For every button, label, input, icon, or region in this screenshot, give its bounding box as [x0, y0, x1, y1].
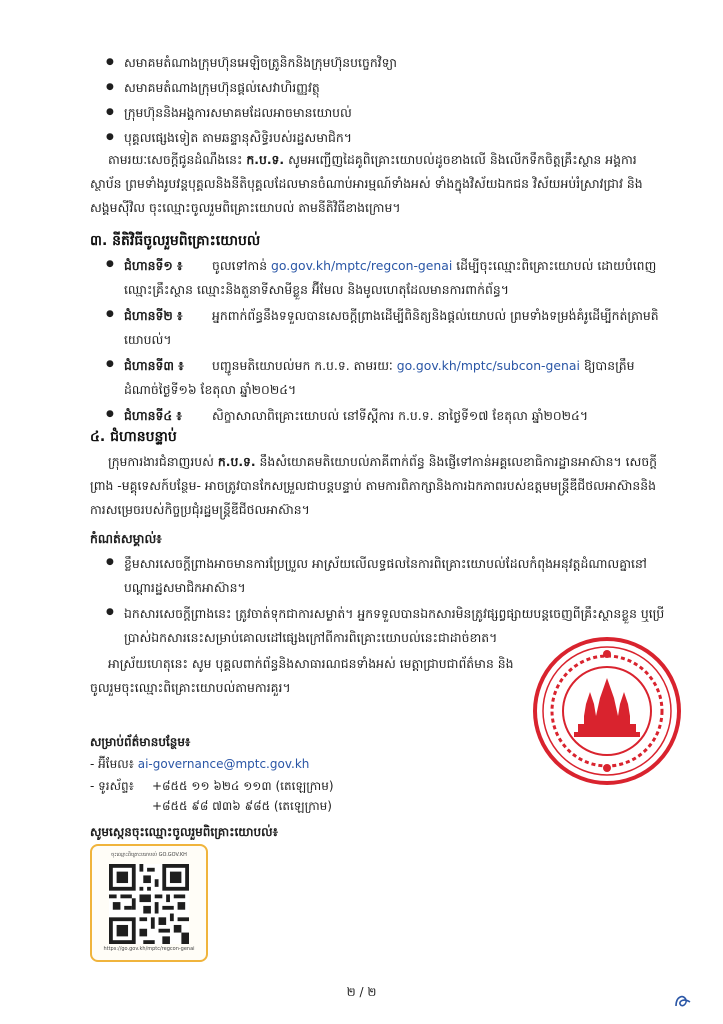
notes-heading: កំណត់សម្គាល់៖: [90, 531, 162, 546]
list-item: ● សមាគមតំណាងក្រុមហ៊ុនអេឡិចត្រូនិកនិងក្រុមហ៊ុនបច្ចេកវិទ្យា: [106, 52, 666, 77]
page-number: ២ / ២: [346, 985, 377, 999]
step-label: ជំហានទី៤ ៖: [124, 408, 182, 423]
note-item: ● ខ្លឹមសារសេចក្តីព្រាងអាចមានការប្រែប្រួល អាស្រ័យលើលទ្ធផលនៃការពិគ្រោះយោបល់ដែលកំពុងអនុវត្តដំណាលគ្នានៅបណ្តារដ្ឋសមាជិកអាស៊ាន។: [106, 552, 666, 600]
section-3-heading: ៣. នីតិវិធីចូលរួមពិគ្រោះយោបល់: [90, 233, 261, 249]
qr-heading: សូមស្កេនចុះឈ្មោះចូលរួមពិគ្រោះយោបល់៖: [90, 825, 278, 839]
phone-label: - ទូរស័ព្ទ៖: [90, 779, 134, 793]
contact-heading: សម្រាប់ព័ត៌មានបន្ថែម៖: [90, 735, 191, 749]
contact-email-row: [90, 754, 309, 774]
handwritten-initial-icon: [672, 990, 694, 1012]
step-item: [106, 304, 666, 352]
qr-code-icon: [109, 864, 189, 944]
contact-phone-row-2: [152, 796, 332, 816]
note-item: ● ឯកសារសេចក្តីព្រាងនេះ ត្រូវចាត់ទុកជាការសម្ងាត់។ អ្នកទទួលបានឯកសារមិនត្រូវផ្សព្វផ្សាយបន្តចេញពីគ្រឹះស្ថានខ្លួន ឬប្រើប្រាស់ឯកសារនេះសម្រាប់គោលដៅផ្សេងក្រៅពីការពិគ្រោះយោបល់នេះជាដាច់ខាត។: [106, 602, 666, 650]
step-text: ឱ្យបានត្រឹមដំណាច់ថ្ងៃទី១៦ ខែតុលា ឆ្នាំ២០២៤។: [124, 358, 635, 397]
section-4-heading: ៤. ជំហានបន្ទាប់: [90, 429, 177, 445]
next-steps-lead: ក្រុមការងារជំនាញរបស់: [108, 454, 218, 469]
step-item: [106, 354, 666, 402]
phone-number: +៨៥៥ ១១ ៦២៤ ១១៣ (តេឡេក្រាម): [152, 779, 334, 793]
step-label: ជំហានទី២ ៖: [124, 308, 183, 323]
registration-link[interactable]: go.gov.kh/mptc/regcon-genai: [271, 258, 453, 273]
org-abbreviation: ក.ប.ទ.: [217, 454, 256, 469]
list-item: ● សមាគមតំណាងក្រុមហ៊ុនផ្តល់សេវាហិរញ្ញវត្ថុ: [106, 77, 666, 102]
step-text: បញ្ជូនមតិយោបល់មក ក.ប.ទ. តាមរយៈ: [212, 358, 397, 373]
step-text: សិក្ខាសាលាពិគ្រោះយោបល់ នៅទីស្តីការ ក.ប.ទ. នាថ្ងៃទី១៧ ខែតុលា ឆ្នាំ២០២៤។: [212, 408, 589, 423]
list-item: ● បុគ្គលផ្សេងទៀត តាមឆន្ទានុសិទ្ធិរបស់រដ្ឋសមាជិក។: [106, 127, 666, 152]
list-item: ● ក្រុមហ៊ុននិងអង្គការសមាគមដែលអាចមានយោបល់: [106, 102, 666, 127]
qr-card[interactable]: [90, 844, 208, 962]
step-text: អ្នកពាក់ព័ន្ធនឹងទទួលបានសេចក្តីព្រាងដើម្បីពិនិត្យនិងផ្តល់យោបល់ ព្រមទាំងទម្រង់គំរូដើម្បីកត់ត្រាមតិយោបល់។: [124, 308, 659, 347]
org-abbreviation: ក.ប.ទ.: [246, 152, 285, 167]
step-label: ជំហានទី១ ៖: [124, 258, 183, 273]
step-label: ជំហានទី៣ ៖: [124, 358, 184, 373]
qr-top-text: ចុះឈ្មោះពិគ្រោះយោបល់ GO.GOV.KH: [111, 852, 187, 858]
next-steps-rest: នឹងសំយោគមតិយោបល់ភាគីពាក់ព័ន្ធ និងផ្ញើទៅកាន់អគ្គលេខាធិការដ្ឋានអាស៊ាន។ សេចក្តីព្រាង -មគ្គុទេសក៍បន្ថែម- អាចត្រូវបានកែសម្រួលជាបន្តបន្ទាប់ តាមការពិភាក្សានិងការឯកភាពរបស់ឧត្តមមន្ត្រីឌីជីថលអាស៊ាននិងការសម្រេចរបស់កិច្ចប្រជុំរដ្ឋមន្ត្រីឌីជីថលអាស៊ាន។: [90, 454, 658, 517]
email-label: - អ៊ីមែល៖: [90, 757, 134, 771]
step-item: [106, 404, 666, 428]
step-item: [106, 254, 666, 302]
submission-link[interactable]: go.gov.kh/mptc/subcon-genai: [396, 358, 580, 373]
step-text: ចូលទៅកាន់: [212, 258, 271, 273]
consultation-partner-list: [106, 52, 666, 152]
next-steps-paragraph: [90, 450, 665, 522]
email-link[interactable]: ai-governance@mptc.gov.kh: [137, 757, 310, 771]
official-seal-icon: [528, 636, 686, 786]
phone-number: +៨៥៥ ៩៨ ៧៣៦ ៩៨៥ (តេឡេក្រាម): [152, 799, 332, 813]
step-text: ដើម្បីចុះឈ្មោះពិគ្រោះយោបល់ ដោយបំពេញឈ្មោះគ្រឹះស្ថាន ឈ្មោះនិងតួនាទីសាមីខ្លួន អ៊ីមែល និងមូលហេតុដែលមានការពាក់ព័ន្ធ។: [124, 258, 657, 297]
procedure-steps: [106, 254, 666, 428]
closing-paragraph: [90, 652, 530, 700]
intro-rest: សូមអញ្ជើញដៃគូពិគ្រោះយោបល់ដូចខាងលើ និងលើកទឹកចិត្តគ្រឹះស្ថាន អង្គការ ស្ថាប័ន ព្រមទាំងរូបវន្តបុគ្គលនិងនីតិបុគ្គលដែលមានចំណាប់អារម្មណ៍ទាំងអស់ ទាំងក្នុងវិស័យឯកជន វិស័យអប់រំស្រាវជ្រាវ និងសង្គមស៊ីវិល ចុះឈ្មោះចូលរួមពិគ្រោះយោបល់ តាមនីតិវិធីខាងក្រោម។: [90, 152, 643, 215]
qr-bottom-text: https://go.gov.kh/mptc/regcon-genai: [103, 946, 195, 952]
intro-lead: តាមរយៈសេចក្តីជូនដំណឹងនេះ: [108, 152, 247, 167]
contact-phone-row: [90, 776, 334, 796]
closing-text: អាស្រ័យហេតុនេះ សូម បុគ្គលពាក់ព័ន្ធនិងសាធារណជនទាំងអស់ មេត្តាជ្រាបជាព័ត៌មាន និងចូលរួមចុះឈ្មោះពិគ្រោះយោបល់តាមការគួរ។: [90, 656, 514, 695]
intro-paragraph: [90, 148, 665, 220]
